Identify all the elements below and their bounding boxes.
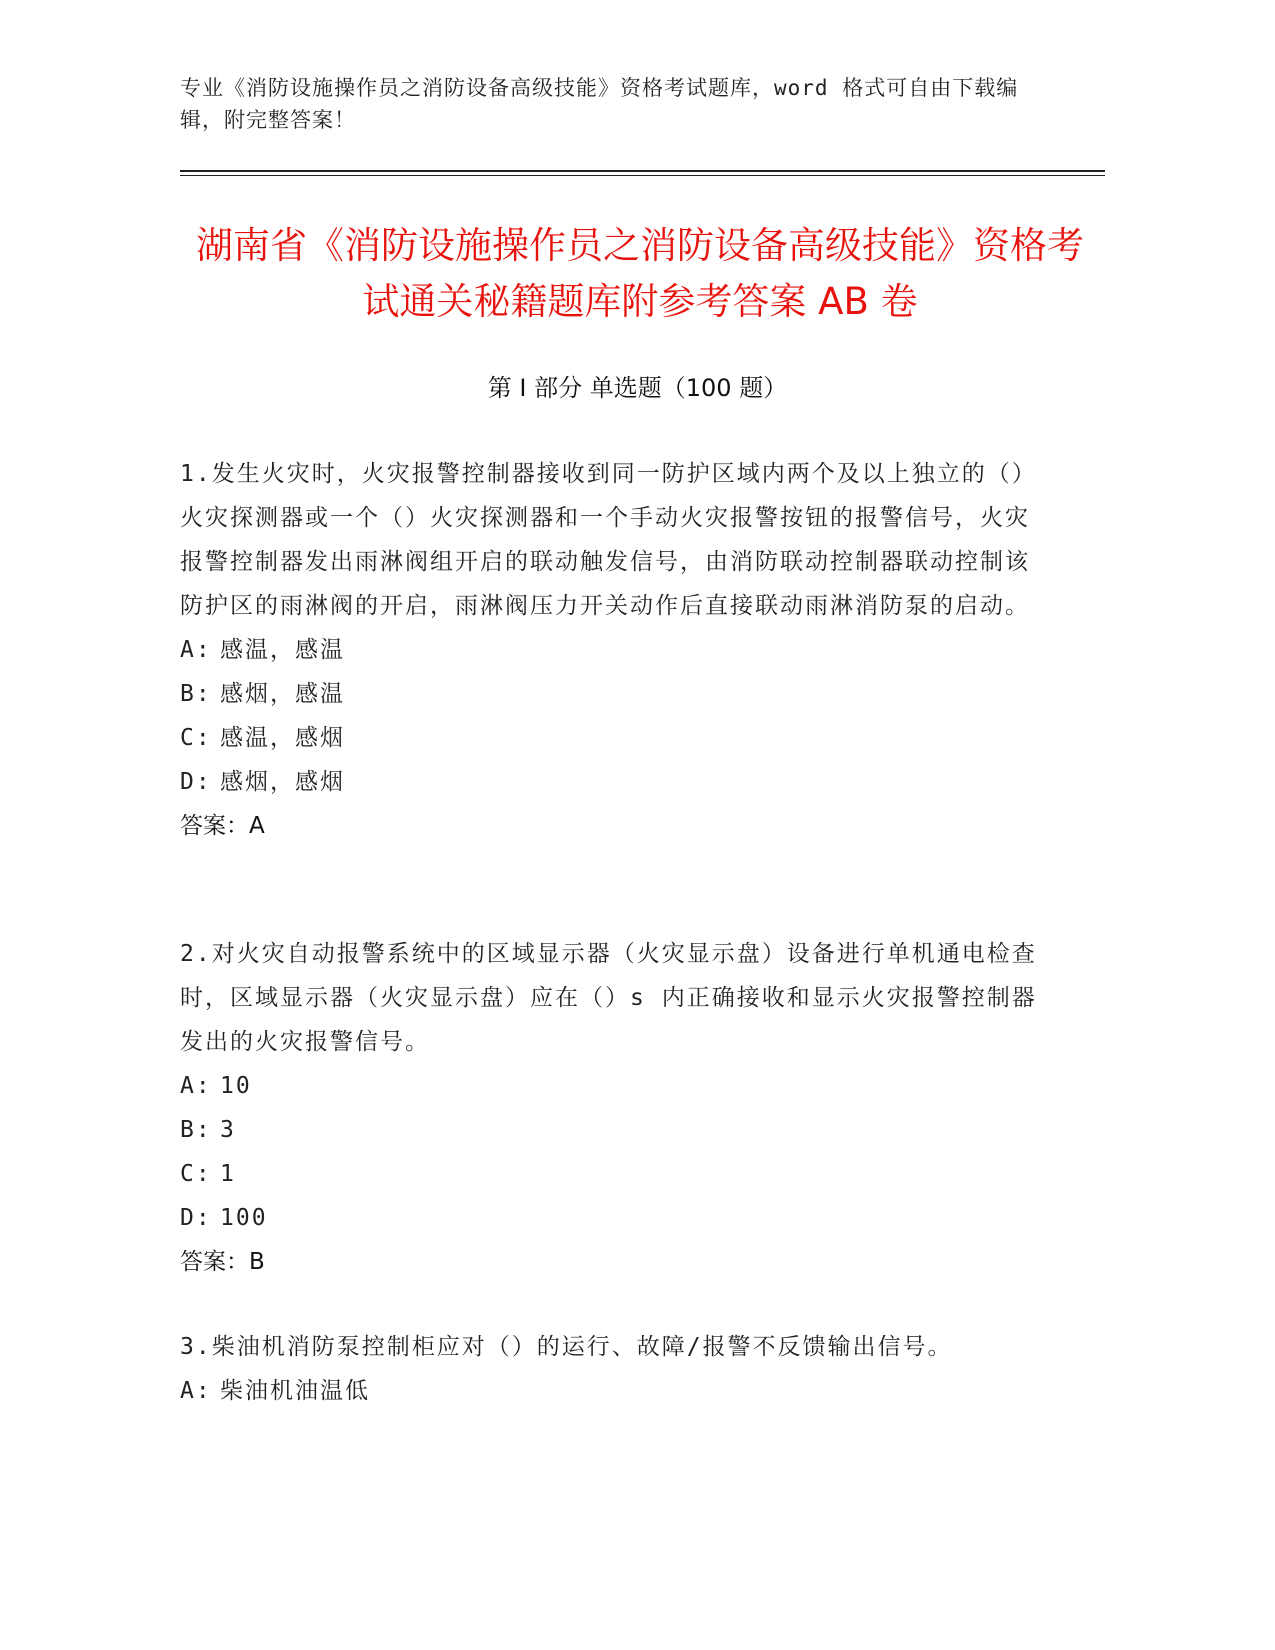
question-text: 2.对火灾自动报警系统中的区域显示器（火灾显示盘）设备进行单机通电检查时，区域显示器（火灾显示盘）应在（）s 内正确接收和显示火灾报警控制器发出的火灾报警信号。 [180,941,1037,1055]
answer: 答案：B [180,1249,265,1275]
question-1 [180,452,1040,848]
header-note: 专业《消防设施操作员之消防设备高级技能》资格考试题库，word 格式可自由下载编辑，附完整答案！ [180,76,1019,132]
option-letter: D: [180,769,212,795]
option-text: 感烟，感温 [220,681,345,707]
option-a [180,1369,1040,1413]
question-text: 1.发生火灾时，火灾报警控制器接收到同一防护区域内两个及以上独立的（）火灾探测器或一个（）火灾探测器和一个手动火灾报警按钮的报警信号，火灾报警控制器发出雨淋阀组开启的联动触发信号，由消防联动控制器联动控制该防护区的雨淋阀的开启，雨淋阀压力开关动作后直接联动雨淋消防泵的启动。 [180,461,1037,619]
option-text: 柴油机油温低 [220,1378,370,1404]
option-letter: A: [180,637,212,663]
option-letter: B: [180,681,212,707]
option-letter: A: [180,1378,212,1404]
option-c [180,1152,1040,1196]
option-text: 100 [220,1205,268,1231]
option-b [180,672,1040,716]
option-text: 1 [220,1161,236,1187]
option-d [180,1196,1040,1240]
option-text: 感烟，感烟 [220,769,345,795]
option-a [180,628,1040,672]
option-a [180,1064,1040,1108]
option-b [180,1108,1040,1152]
document-title: 湖南省《消防设施操作员之消防设备高级技能》资格考试通关秘籍题库附参考答案 AB 卷 [196,224,1084,323]
option-text: 感温，感温 [220,637,345,663]
option-letter: B: [180,1117,212,1143]
option-letter: C: [180,1161,212,1187]
answer: 答案：A [180,813,265,839]
question-2 [180,932,1040,1284]
section-heading: 第 I 部分 单选题（100 题） [487,374,788,402]
option-text: 感温，感烟 [220,725,345,751]
question-3 [180,1325,1040,1413]
header-divider-thin [180,175,1105,176]
option-letter: C: [180,725,212,751]
option-text: 3 [220,1117,236,1143]
option-letter: A: [180,1073,212,1099]
option-d [180,760,1040,804]
header-divider [180,170,1105,172]
option-c [180,716,1040,760]
option-text: 10 [220,1073,252,1099]
question-text: 3.柴油机消防泵控制柜应对（）的运行、故障/报警不反馈输出信号。 [180,1334,953,1360]
option-letter: D: [180,1205,212,1231]
